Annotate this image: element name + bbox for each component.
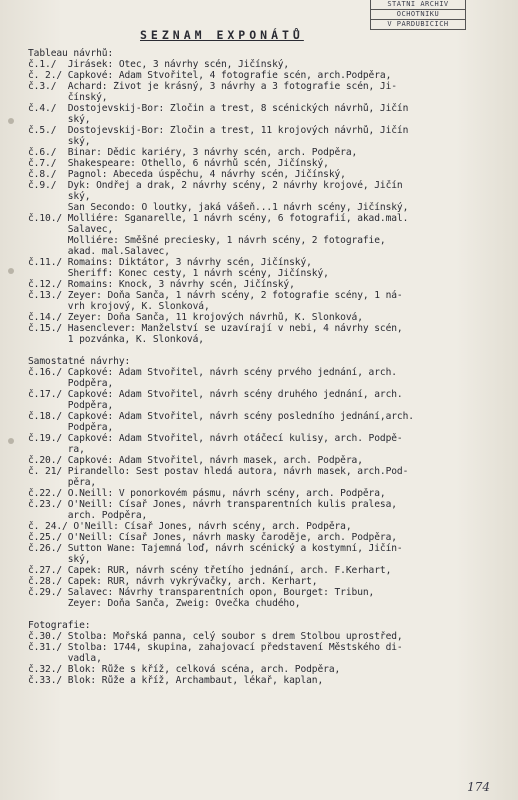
list-line: č.4./ Dostojevskij-Bor: Zločin a trest, 8 scénických návrhů, Jičín: [28, 103, 409, 114]
list-line: č.6./ Binar: Dědic kariéry, 3 návrhy scén, arch. Podpěra,: [28, 147, 358, 158]
list-line: č.12./ Romains: Knock, 3 návrhy scén, Jičínský,: [28, 279, 295, 290]
list-line: č.14./ Zeyer: Doňa Sanča, 11 krojových návrhů, K. Slonková,: [28, 312, 363, 323]
list-line: Podpěra,: [28, 378, 114, 389]
list-line: č.23./ O'Neill: Císař Jones, návrh transparentních kulis pralesa,: [28, 499, 397, 510]
list-line: č.31./ Štolba: 1744, skupina, zahajovací představení Městského di-: [28, 642, 403, 653]
list-line: č.19./ Čapkové: Adam Stvořitel, návrh otáčecí kulisy, arch. Podpě-: [28, 433, 403, 444]
list-line: č.7./ Shakespeare: Othello, 6 návrhů scén, Jičínský,: [28, 158, 329, 169]
list-line: č.28./ Čapek: RUR, návrh vykrývačky, arch. Kerhart,: [28, 576, 318, 587]
section-samostatne: [28, 367, 518, 609]
list-line: ský,: [28, 136, 91, 147]
list-line: arch. Podpěra,: [28, 510, 148, 521]
list-line: Zeyer: Doňa Sanča, Zweig: Ovečka chudého,: [28, 598, 301, 609]
list-line: pěra,: [28, 477, 97, 488]
list-line: č.13./ Zeyer: Doňa Sanča, 1 návrh scény, 2 fotografie scény, 1 ná-: [28, 290, 403, 301]
list-line: č.15./ Hasenclever: Manželství se uzavírají v nebi, 4 návrhy scén,: [28, 323, 403, 334]
list-line: ský,: [28, 114, 91, 125]
list-line: č.30./ Štolba: Mořská panna, celý soubor s drem Štolbou uprostřed,: [28, 631, 403, 642]
exhibit-list: [28, 48, 518, 686]
page-number: 174: [467, 780, 490, 794]
list-line: vadla,: [28, 653, 102, 664]
section-tableau: [28, 59, 518, 345]
list-line: č.1./ Jirásek: Otec, 3 návrhy scén, Jičínský,: [28, 59, 290, 70]
list-line: č.3./ Achard: Život je krásný, 3 návrhy a 3 fotografie scén, Ji-: [28, 81, 397, 92]
list-line: Podpěra,: [28, 400, 114, 411]
list-line: č.10./ Molliére: Sganarelle, 1 návrh scény, 6 fotografií, akad.mal.: [28, 213, 409, 224]
list-line: č. 2./ Čapkové: Adam Stvořitel, 4 fotografie scén, arch.Podpěra,: [28, 70, 392, 81]
section-heading: Samostatné návrhy:: [28, 356, 131, 367]
list-line: vrh krojový, K. Slonková,: [28, 301, 210, 312]
punch-hole: [8, 118, 14, 124]
archive-stamp: [370, 0, 466, 30]
punch-hole: [8, 438, 14, 444]
list-line: Molliére: Směšné preciesky, 1 návrh scény, 2 fotografie,: [28, 235, 386, 246]
list-line: 1 pozvánka, K. Slonková,: [28, 334, 204, 345]
list-line: č.26./ Sutton Wane: Tajemná loď, návrh scénický a kostymní, Jičín-: [28, 543, 403, 554]
list-line: č.22./ O.Neill: V ponorkovém pásmu, návrh scény, arch. Podpěra,: [28, 488, 386, 499]
list-line: č.20./ Čapkové: Adam Stvořitel, návrh masek, arch. Podpěra,: [28, 455, 363, 466]
list-line: č.8./ Pagnol: Abeceda úspěchu, 4 návrhy scén, Jičínský,: [28, 169, 346, 180]
list-line: č.18./ Čapkové: Adam Stvořitel, návrh scény posledního jednání,arch.: [28, 411, 414, 422]
list-line: č. 24./ O'Neill: Císař Jones, návrh scény, arch. Podpěra,: [28, 521, 352, 532]
section-heading: Tableau návrhů:: [28, 48, 114, 59]
list-line: akad. mal.Salavec,: [28, 246, 170, 257]
list-line: č.33./ Blok: Růže a kříž, Archambaut, lékař, kaplan,: [28, 675, 324, 686]
list-line: č.29./ Salavec: Návrhy transparentních opon, Bourget: Tribun,: [28, 587, 375, 598]
list-line: Sheriff: Konec cesty, 1 návrh scény, Jičínský,: [28, 268, 329, 279]
list-line: ský,: [28, 554, 91, 565]
list-line: č.27./ Čapek: RUR, návrh scény třetího jednání, arch. F.Kerhart,: [28, 565, 392, 576]
list-line: č.25./ O'Neill: Císař Jones, návrh masky čaroděje, arch. Podpěra,: [28, 532, 397, 543]
list-line: Podpěra,: [28, 422, 114, 433]
page-title: SEZNAM EXPONÁTŮ: [140, 28, 304, 42]
section-fotografie: [28, 631, 518, 686]
stamp-line: STATNI ARCHIV: [371, 0, 465, 10]
list-line: San Secondo: O loutky, jaká vášeň...1 návrh scény, Jičínský,: [28, 202, 409, 213]
list-line: č.11./ Romains: Diktátor, 3 návrhy scén, Jičínský,: [28, 257, 312, 268]
list-line: č.16./ Čapkové: Adam Stvořitel, návrh scény prvého jednání, arch.: [28, 367, 397, 378]
list-line: čínský,: [28, 92, 108, 103]
list-line: ský,: [28, 191, 91, 202]
list-line: č.9./ Dyk: Ondřej a drak, 2 návrhy scény, 2 návrhy krojové, Jičín: [28, 180, 403, 191]
list-line: č.32./ Blok: Růže s kříž, celková scéna, arch. Podpěra,: [28, 664, 341, 675]
stamp-line: OCHOTNIKU: [371, 10, 465, 20]
list-line: č. 21/ Pirandello: Šest postav hledá autora, návrh masek, arch.Pod-: [28, 466, 409, 477]
list-line: č.5./ Dostojevskij-Bor: Zločin a trest, 11 krojových návrhů, Jičín: [28, 125, 409, 136]
section-heading: Fotografie:: [28, 620, 91, 631]
punch-hole: [8, 268, 14, 274]
list-line: Salavec,: [28, 224, 114, 235]
list-line: č.17./ Čapkové: Adam Stvořitel, návrh scény druhého jednání, arch.: [28, 389, 403, 400]
stamp-line: V PARDUBICICH: [387, 20, 449, 28]
list-line: ra,: [28, 444, 85, 455]
